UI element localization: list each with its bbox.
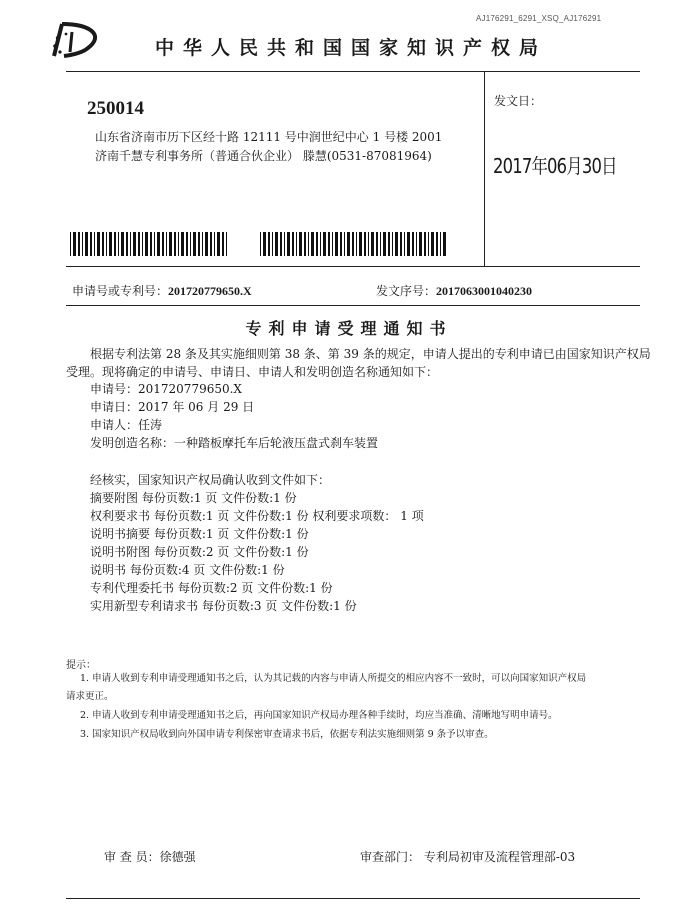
file-item: 说明书摘要 每份页数:1 页 文件份数:1 份 [90, 527, 309, 541]
meta-bottom-divider [66, 305, 640, 306]
document-reference-code: AJ176291_6291_XSQ_AJ176291 [476, 14, 602, 23]
barcode-right [260, 232, 448, 256]
meta-top-divider [66, 266, 640, 267]
file-item: 权利要求书 每份页数:1 页 文件份数:1 份 权利要求项数： 1 项 [90, 509, 424, 523]
sent-date-label: 发文日： [494, 94, 543, 108]
examining-department: 审查部门： 专利局初审及流程管理部-03 [360, 850, 576, 864]
received-intro: 经核实，国家知识产权局确认收到文件如下： [90, 473, 331, 487]
header-divider [66, 71, 640, 72]
file-item: 说明书附图 每份页数:2 页 文件份数:1 份 [90, 545, 309, 559]
file-item: 实用新型专利请求书 每份页数:3 页 文件份数:1 份 [90, 599, 357, 613]
file-item: 说明书 每份页数:4 页 文件份数:1 份 [90, 563, 285, 577]
field-application-date: 申请日：2017 年 06 月 29 日 [90, 400, 255, 414]
note-item-2: 2. 申请人收到专利申请受理通知书之后，再向国家知识产权局办理各种手续时，均应当准确、清晰地写明申请号。 [80, 710, 558, 721]
examiner: 审 查 员：徐德强 [104, 850, 196, 864]
note-item-3: 3. 国家知识产权局收到向外国申请专利保密审查请求书后，依据专利法实施细则第 9 条予以审查。 [80, 729, 494, 740]
document-title: 专利申请受理通知书 [245, 319, 453, 338]
field-invention-title: 发明创造名称：一种踏板摩托车后轮液压盘式刹车装置 [90, 436, 379, 450]
application-number-label: 申请号或专利号： [72, 284, 169, 298]
serial-number-value: 2017063001040230 [436, 284, 533, 298]
field-application-number: 申请号：201720779650.X [90, 382, 242, 396]
footer-divider [66, 898, 640, 899]
application-number-value: 201720779650.X [168, 284, 252, 298]
serial-number [376, 282, 532, 299]
file-item: 专利代理委托书 每份页数:2 页 文件份数:1 份 [90, 581, 333, 595]
notes-heading: 提示： [66, 660, 96, 671]
field-applicant: 申请人：任涛 [90, 418, 163, 432]
file-item: 摘要附图 每份页数:1 页 文件份数:1 份 [90, 491, 297, 505]
postcode: 250014 [87, 98, 144, 119]
intro-paragraph: 根据专利法第 28 条及其实施细则第 38 条、第 39 条的规定，申请人提出的专利申请已由国家知识产权局受理。现将确定的申请号、申请日、申请人和发明创造名称通知如下： [66, 347, 651, 379]
barcode-left [70, 232, 228, 256]
note-item-1: 1. 申请人收到专利申请受理通知书之后，认为其记载的内容与申请人所提交的相应内容不一致时，可以向国家知识产权局 [80, 673, 587, 684]
application-number [72, 282, 252, 299]
sent-date-value: 2017年06月30日 [493, 154, 617, 178]
office-name: 中华人民共和国国家知识产权局 [155, 37, 548, 59]
note-item-1-continued: 请求更正。 [66, 691, 114, 702]
serial-number-label: 发文序号： [376, 284, 437, 298]
address-line: 山东省济南市历下区经十路 12111 号中润世纪中心 1 号楼 2001 [95, 130, 443, 144]
date-column-divider [484, 71, 485, 266]
cnipa-logo-icon [52, 22, 108, 62]
agency-line: 济南千慧专利事务所（普通合伙企业） 滕慧(0531-87081964) [95, 149, 432, 163]
